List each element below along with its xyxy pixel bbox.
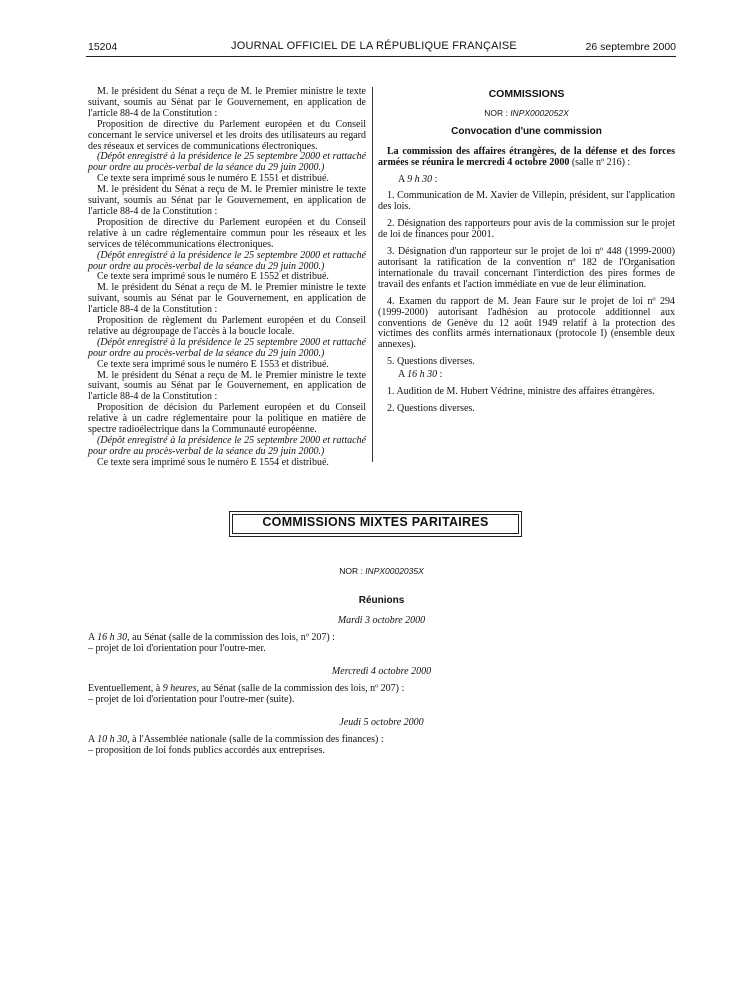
agenda-item: 3. Désignation d'un rapporteur sur le projet de loi nº 448 (1999-2000) autorisant la ratification de la convention nº 182 de l'Organisation internationale du travail concernant l'interdiction des pires formes de travail des enfants et l'action immédiate en vue de leur élimination. [378,246,675,290]
nor-label: NOR : [484,107,508,118]
header-rule [86,56,676,57]
time-suffix: : [432,173,438,185]
meeting-prefix: Eventuellement, à [88,683,163,694]
convocation-intro-room: (salle nº 216) : [569,156,631,168]
nor-code: INPX0002052X [510,107,569,118]
paragraph: Ce texte sera imprimé sous le numéro E 1554 et distribué. [97,456,329,468]
agenda-item: 2. Questions diverses. [387,402,475,414]
nor-code: INPX0002035X [365,566,424,576]
nor-reference [88,566,675,577]
meeting-time: 10 h 30 [97,734,128,745]
paragraph: Proposition de décision du Parlement européen et du Conseil relative à un cadre réglementaire pour la politique en matière de spectre radioélectrique dans la Communauté européenne. [88,402,366,436]
convocation-intro [378,147,675,169]
meeting-agenda: – projet de loi d'orientation pour l'outre-mer (suite). [88,694,295,705]
reunions-title: Réunions [358,595,405,606]
meeting-agenda: – proposition de loi fonds publics accordés aux entreprises. [88,745,325,756]
time-suffix: : [437,369,443,381]
deposit-note: (Dépôt enregistré à la présidence le 25 septembre 2000 et rattaché pour ordre au procès-verbal de la séance du 29 juin 2000.) [88,435,366,457]
meeting-time: 9 heures [162,683,197,694]
agenda-item: 2. Désignation des rapporteurs pour avis de la commission sur le projet de loi de finances pour 2001. [378,218,675,241]
agenda-item: 4. Examen du rapport de M. Jean Faure sur le projet de loi nº 294 (1999-2000) autorisant l'adhésion au protocole additionnel aux conventions de Genève du 12 août 1949 relatif à la protection des victimes des conflits armés internationaux (protocole I) (ensemble deux annexes). [378,295,675,351]
paragraph: M. le président du Sénat a reçu de M. le Premier ministre le texte suivant, soumis au Sénat par le Gouvernement, en application de l'article 88-4 de la Constitution : [88,282,366,316]
left-column [88,87,366,469]
meeting-time: 16 h 30 [97,632,128,643]
paragraph: M. le président du Sénat a reçu de M. le Premier ministre le texte suivant, soumis au Sénat par le Gouvernement, en application de l'article 88-4 de la Constitution : [88,369,366,403]
meeting-date: Mercredi 4 octobre 2000 [331,666,432,677]
paragraph: Proposition de directive du Parlement européen et du Conseil relative à un cadre réglementaire commun pour les réseaux et les services de télécommunications électroniques. [88,216,366,250]
deposit-note: (Dépôt enregistré à la présidence le 25 septembre 2000 et rattaché pour ordre au procès-verbal de la séance du 29 juin 2000.) [88,336,366,359]
time-prefix: A [398,369,408,381]
meeting-details [88,632,675,643]
agenda-item: 5. Questions diverses. [387,356,475,368]
session-time [378,175,675,186]
meeting-details [88,683,675,694]
paragraph: Ce texte sera imprimé sous le numéro E 1551 et distribué. [97,173,329,185]
meeting-place: , au Sénat (salle de la commission des lois, nº 207) : [196,683,405,694]
cmp-section [88,566,675,756]
page-header [0,0,748,60]
meeting-date: Mardi 3 octobre 2000 [337,615,426,626]
time-value: 9 h 30 [407,173,433,185]
time-prefix: A [398,173,408,185]
cmp-title-box [229,511,522,537]
agenda-item: 1. Communication de M. Xavier de Villepin, président, sur l'application des lois. [378,190,675,213]
journal-title: JOURNAL OFFICIEL DE LA RÉPUBLIQUE FRANÇAISE [231,40,517,52]
meeting-date: Jeudi 5 octobre 2000 [339,717,424,728]
meeting-agenda: – projet de loi d'orientation pour l'outre-mer. [88,643,266,654]
session-time [378,370,675,381]
meeting-place: , au Sénat (salle de la commission des lois, nº 207) : [127,632,335,643]
column-divider [372,87,373,462]
paragraph: Proposition de directive du Parlement européen et du Conseil concernant le service universel et les droits des utilisateurs au regard des réseaux et services de communications électroniques. [88,118,366,152]
commissions-title: COMMISSIONS [488,88,565,100]
paragraph: M. le président du Sénat a reçu de M. le Premier ministre le texte suivant, soumis au Sénat par le Gouvernement, en application de l'article 88-4 de la Constitution : [88,184,366,217]
paragraph: Ce texte sera imprimé sous le numéro E 1553 et distribué. [97,358,329,370]
right-column [378,87,675,415]
paragraph: Proposition de règlement du Parlement européen et du Conseil relative au dégroupage de l'accès à la boucle locale. [88,315,366,337]
meeting-details [88,734,675,745]
convocation-intro-bold: La commission des affaires étrangères, de la défense et des forces armées se réunira le mercredi 4 octobre 2000 [378,145,675,168]
paragraph: M. le président du Sénat a reçu de M. le Premier ministre le texte suivant, soumis au Sénat par le Gouvernement, en application de l'article 88-4 de la Constitution : [88,86,366,119]
cmp-title: COMMISSIONS MIXTES PARITAIRES [262,515,489,529]
nor-label: NOR : [339,566,363,576]
publication-date: 26 septembre 2000 [585,41,676,53]
meeting-prefix: A [88,632,98,643]
agenda-item: 1. Audition de M. Hubert Védrine, ministre des affaires étrangères. [387,386,655,398]
time-value: 16 h 30 [407,369,438,381]
paragraph: Ce texte sera imprimé sous le numéro E 1552 et distribué. [97,271,329,283]
nor-reference [378,108,675,119]
page-number: 15204 [88,41,118,53]
meeting-place: , à l'Assemblée nationale (salle de la commission des finances) : [127,734,384,745]
convocation-title: Convocation d'une commission [451,125,602,137]
deposit-note: (Dépôt enregistré à la présidence le 25 septembre 2000 et rattaché pour ordre au procès-verbal de la séance du 29 juin 2000.) [88,151,366,174]
meeting-prefix: A [88,734,98,745]
deposit-note: (Dépôt enregistré à la présidence le 25 septembre 2000 et rattaché pour ordre au procès-verbal de la séance du 29 juin 2000.) [88,249,366,272]
